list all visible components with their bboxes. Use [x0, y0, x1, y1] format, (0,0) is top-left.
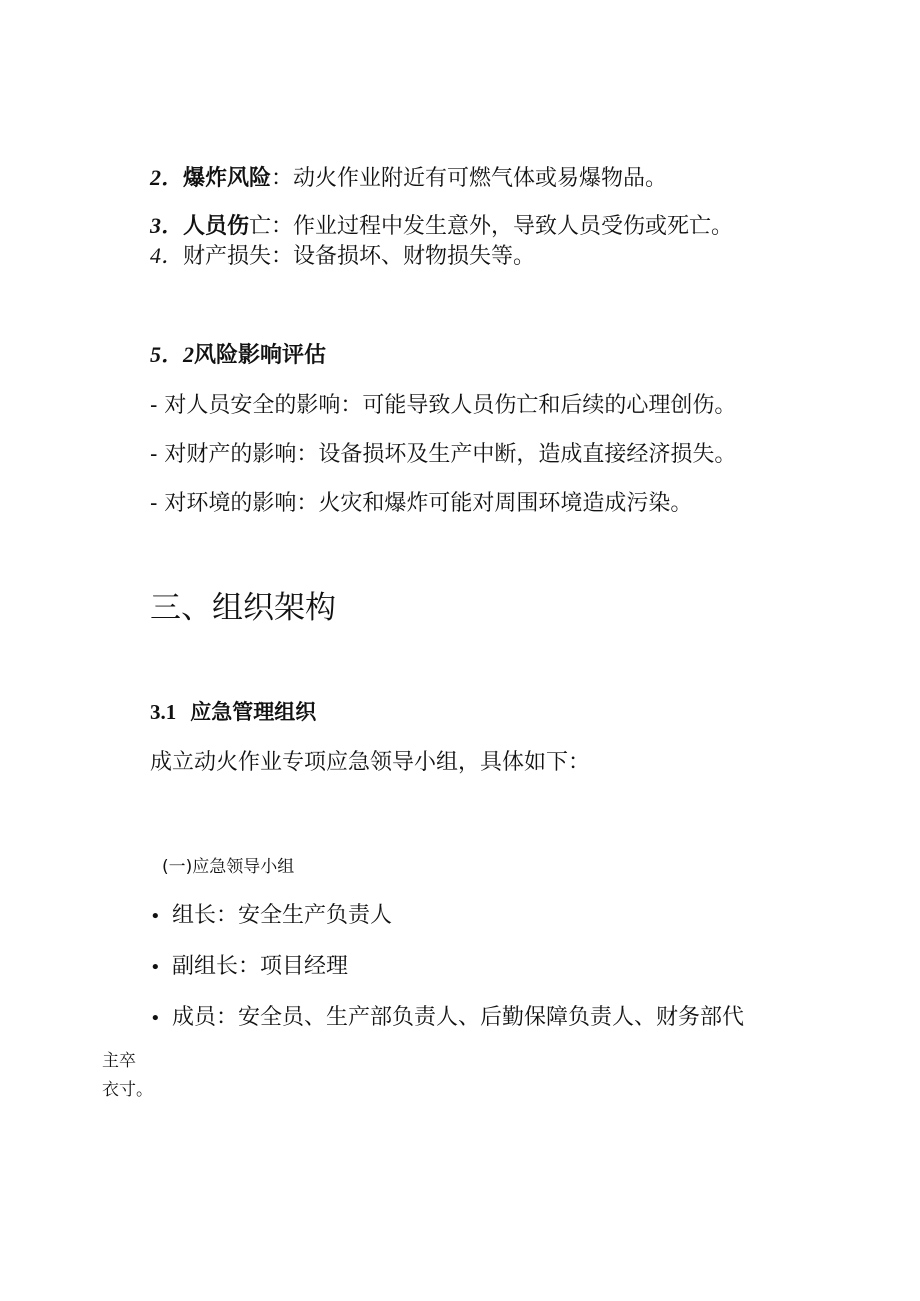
risk-text: 财产损失：设备损坏、财物损失等。 — [183, 244, 536, 269]
risk-label: 人员伤 — [183, 214, 250, 239]
group-title: (一)应急领导小组 — [162, 857, 295, 877]
section-number: 5．2 — [150, 342, 195, 367]
member-text: 副组长：项目经理 — [172, 954, 349, 979]
member-text: 成员：安全员、生产部负责人、后勤保障负责人、财务部代 — [172, 1005, 745, 1030]
impact-item-environment: - 对环境的影响：火灾和爆炸可能对周围环境造成污染。 — [150, 491, 693, 516]
member-item-leader — [150, 903, 392, 929]
section-number: 3.1 — [150, 700, 177, 724]
intro-paragraph: 成立动火作业专项应急领导小组，具体如下： — [150, 750, 591, 775]
risk-item-casualty — [150, 213, 733, 240]
impact-item-property: - 对财产的影响：设备损坏及生产中断，造成直接经济损失。 — [150, 442, 737, 467]
section-title: 风险影响评估 — [194, 343, 327, 368]
risk-number: 2． — [150, 165, 184, 190]
risk-number: 3． — [150, 213, 184, 238]
member-item-members — [150, 1005, 744, 1031]
bullet-icon: • — [150, 1008, 161, 1029]
member-item-deputy — [150, 954, 348, 980]
impact-item-personnel: - 对人员安全的影响：可能导致人员伤亡和后续的心理创伤。 — [150, 393, 737, 418]
section-heading-3-1 — [150, 700, 316, 725]
chapter-title: 三、组织架构 — [150, 590, 336, 626]
bullet-icon: • — [150, 906, 161, 927]
risk-item-explosion — [150, 165, 667, 192]
note-line: 衣寸。 — [102, 1080, 153, 1100]
section-title: 应急管理组织 — [190, 700, 317, 724]
bullet-icon: • — [150, 957, 161, 978]
note-line: 主卒 — [102, 1051, 136, 1071]
risk-text: ：动火作业附近有可燃气体或易爆物品。 — [271, 166, 668, 191]
risk-text: 亡：作业过程中发生意外，导致人员受伤或死亡。 — [249, 214, 734, 239]
section-heading-5-2 — [150, 342, 326, 369]
risk-item-property — [150, 243, 535, 270]
risk-label: 爆炸风险 — [183, 166, 272, 191]
risk-number: 4． — [150, 243, 184, 268]
member-text: 组长：安全生产负责人 — [172, 903, 393, 928]
